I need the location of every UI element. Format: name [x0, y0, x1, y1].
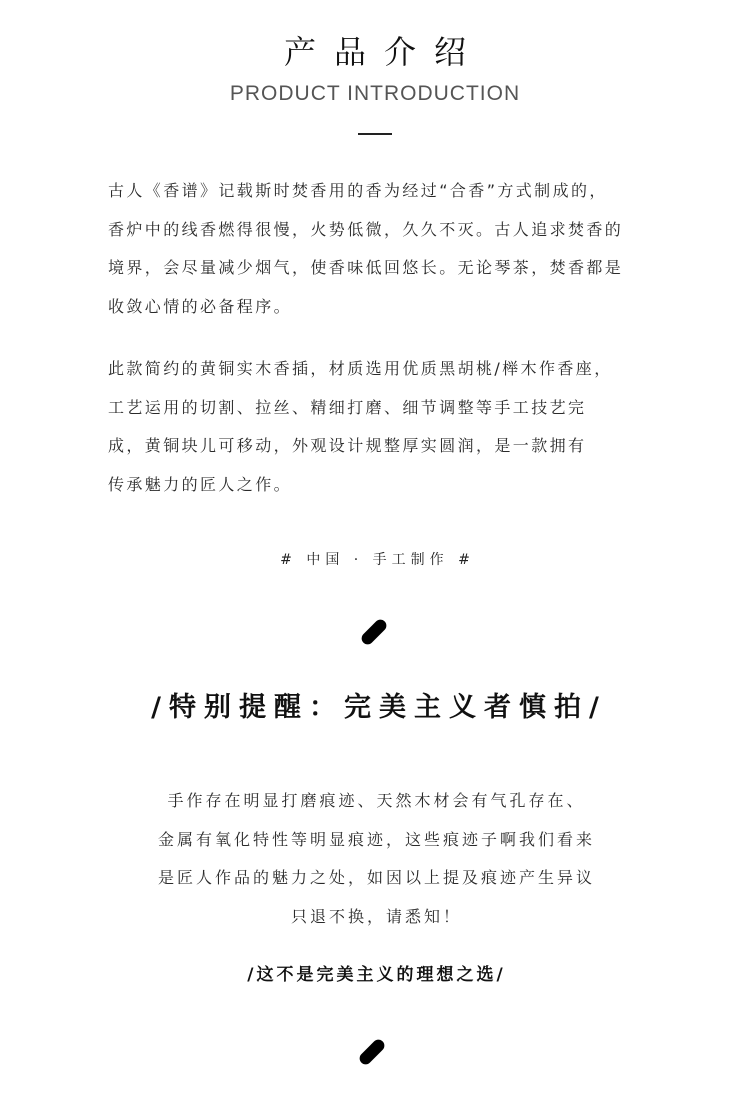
intro-paragraph-incense-history: [108, 172, 653, 326]
paragraph-line: 成，黄铜块儿可移动，外观设计规整厚实圆润，是一款拥有: [108, 436, 587, 455]
paragraph-line: 古人《香谱》记载斯时焚香用的香为经过“合香”方式制成的，: [108, 181, 608, 200]
pill-divider-icon: [357, 1037, 387, 1067]
title-divider: [358, 133, 392, 135]
section-title: 产品介绍: [283, 33, 484, 71]
notice-closing-line: /这不是完美主义的理想之选/: [247, 965, 506, 985]
notice-line: 只退不换，请悉知！: [290, 906, 462, 926]
paragraph-line: 此款简约的黄铜实木香插，材质选用优质黑胡桃/榉木作香座，: [108, 359, 613, 378]
notice-heading: /特别提醒：完美主义者慎拍/: [151, 692, 607, 723]
notice-body: [0, 782, 750, 936]
section-subtitle: PRODUCT INTRODUCTION: [229, 82, 521, 105]
notice-line: 手作存在明显打磨痕迹、天然木材会有气孔存在、: [167, 791, 586, 810]
paragraph-line: 香炉中的线香燃得很慢，火势低微，久久不灭。古人追求焚香的: [108, 219, 624, 239]
notice-line: 是匠人作品的魅力之处，如因以上提及痕迹产生异议: [157, 868, 595, 887]
notice-line: 金属有氧化特性等明显痕迹，这些痕迹子啊我们看来: [157, 829, 595, 849]
paragraph-line: 境界，会尽量减少烟气，使香味低回悠长。无论琴茶，焚香都是: [108, 258, 624, 277]
intro-paragraph-product-details: [108, 350, 653, 504]
paragraph-line: 工艺运用的切割、拉丝、精细打磨、细节调整等手工技艺完: [108, 397, 587, 417]
paragraph-line: 收敛心情的必备程序。: [108, 296, 293, 316]
handmade-tagline: # 中国 · 手工制作 #: [280, 552, 475, 568]
paragraph-line: 传承魅力的匠人之作。: [108, 474, 293, 494]
pill-divider-icon: [359, 617, 389, 647]
